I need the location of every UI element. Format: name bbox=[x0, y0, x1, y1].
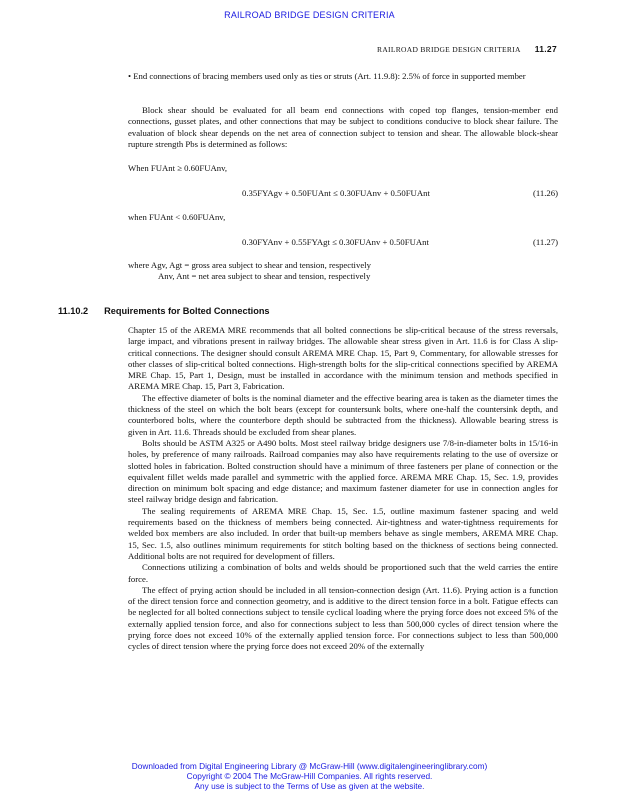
equation-expression: 0.30FYAnv + 0.55FYAgt ≤ 0.30FUAnv + 0.50FUAnt bbox=[242, 237, 429, 247]
bullet-item: • End connections of bracing members used only as ties or struts (Art. 11.9.8): 2.5% of force in supported member bbox=[128, 71, 526, 81]
footer-download-link[interactable]: Downloaded from Digital Engineering Library @ McGraw-Hill (www.digitalengineeringlibrary.com) bbox=[131, 761, 488, 771]
condition-1: When FUAnt ≥ 0.60FUAnv, bbox=[128, 163, 228, 173]
paragraph: Chapter 15 of the AREMA MRE recommends that all bolted connections be slip-critical because of the stress reversals, large impact, and vibrations present in railway bridges. The allowable shear stress given in Art. 11.6 is for Class A slip-critical connections. The designer should consult AREMA MRE Chap. 15, Part 9, Commentary, for allowable stresses for other classes of slip-critical bolted connections. High-strength bolts for the slip-critical connections specified by AREMA MRE Chap. 15, Part 1, Design, must be installed in accordance with the minimum tension and methods specified in AREMA MRE Chap. 15, Part 3, Fabrication. bbox=[128, 325, 558, 392]
paragraph: The effect of prying action should be included in all tension-connection design (Art. 11.6). Prying action is a function of the direct tension force and connection geometry, and is additive to the direct tension force in a bolt. Fatigue effects can be neglected for all bolted connections subject to tensile cyclical loading where the prying force does not exceed 5% of the externally applied tension force, and also for connections subject to less than 500,000 cycles of direct tension where the prying force does not exceed 10% of the externally applied tension force. For connections subject to less than 500,000 cycles of direct tension where the prying force does not exceed 20% of the externally bbox=[128, 584, 558, 652]
paragraph: Connections utilizing a combination of bolts and welds should be proportioned such that the weld carries the entire force. bbox=[128, 562, 558, 584]
running-head bbox=[377, 44, 557, 54]
section-number: 11.10.2 bbox=[58, 306, 89, 316]
footer-copyright: Copyright © 2004 The McGraw-Hill Companies. All rights reserved. bbox=[186, 771, 433, 781]
paragraph-block-shear: Block shear should be evaluated for all beam end connections with coped top flanges, tension-member end connections, gusset plates, and other connections that may be subject to conditions conducive to block shear failure. The evaluation of block shear depends on the net area of connection subject to tension and shear. The allowable block-shear rupture strength Pbs is determined as follows: bbox=[128, 105, 558, 149]
paragraph: The effective diameter of bolts is the nominal diameter and the effective bearing area is taken as the diameter times the thickness of the steel on which the bolt bears (except for countersunk bolts, where one-half the countersink depth, and counterbored bolts, where the counterbore depth should be subtracted from the thickness). Allowable bearing stress is given in Art. 11.6. Threads should be excluded from shear planes. bbox=[128, 392, 558, 437]
equation-number: (11.26) bbox=[532, 188, 558, 198]
bullet-text: End connections of bracing members used only as ties or struts (Art. 11.9.8): 2.5% of force in supported member bbox=[133, 71, 526, 81]
footer bbox=[0, 761, 619, 791]
where-definitions bbox=[128, 260, 371, 283]
equation-number: (11.27) bbox=[532, 237, 558, 247]
where-line-1: where Agv, Agt = gross area subject to shear and tension, respectively bbox=[128, 260, 371, 270]
paragraph: The sealing requirements of AREMA MRE Chap. 15, Sec. 1.5, outline maximum fastener spacing and weld requirements based on the thickness of members being connected. Air-tightness and water-tightness requirements for welded box members are also included. In order that built-up members behave as single members, AREMA MRE Chap. 15, Sec. 1.5, also outlines minimum requirements for stitch bolting based on the thickness of sections being connected. Additional bolts are not required for development of fillers. bbox=[128, 505, 558, 561]
where-line-2: Anv, Ant = net area subject to shear and tension, respectively bbox=[158, 271, 371, 282]
header-banner: RAILROAD BRIDGE DESIGN CRITERIA bbox=[224, 10, 395, 20]
running-head-title: RAILROAD BRIDGE DESIGN CRITERIA bbox=[377, 45, 521, 54]
footer-terms[interactable]: Any use is subject to the Terms of Use as given at the website. bbox=[194, 781, 425, 791]
equation-expression: 0.35FYAgv + 0.50FUAnt ≤ 0.30FUAnv + 0.50FUAnt bbox=[242, 188, 430, 198]
condition-2: when FUAnt < 0.60FUAnv, bbox=[128, 212, 226, 222]
section-body bbox=[128, 325, 558, 653]
paragraph: Bolts should be ASTM A325 or A490 bolts. Most steel railway bridge designers use 7/8-in-diameter bolts in 15/16-in holes, by preference of many railroads. Railroad companies may also have requirements relating to the use of oversize or slotted holes in fabrication. Bolted construction should have a minimum of three fasteners per plane of connection or the equivalent fillet welds made parallel and symmetric with the applied force. AREMA MRE Chap. 15, Sec. 1.9, provides direction on minimum bolt spacing and edge distance; and maximum fastener diameter for use in connection angles for steel railway bridge design and fabrication. bbox=[128, 437, 558, 505]
section-title: Requirements for Bolted Connections bbox=[104, 306, 270, 316]
page-number: 11.27 bbox=[534, 44, 557, 54]
section-heading bbox=[58, 306, 270, 316]
